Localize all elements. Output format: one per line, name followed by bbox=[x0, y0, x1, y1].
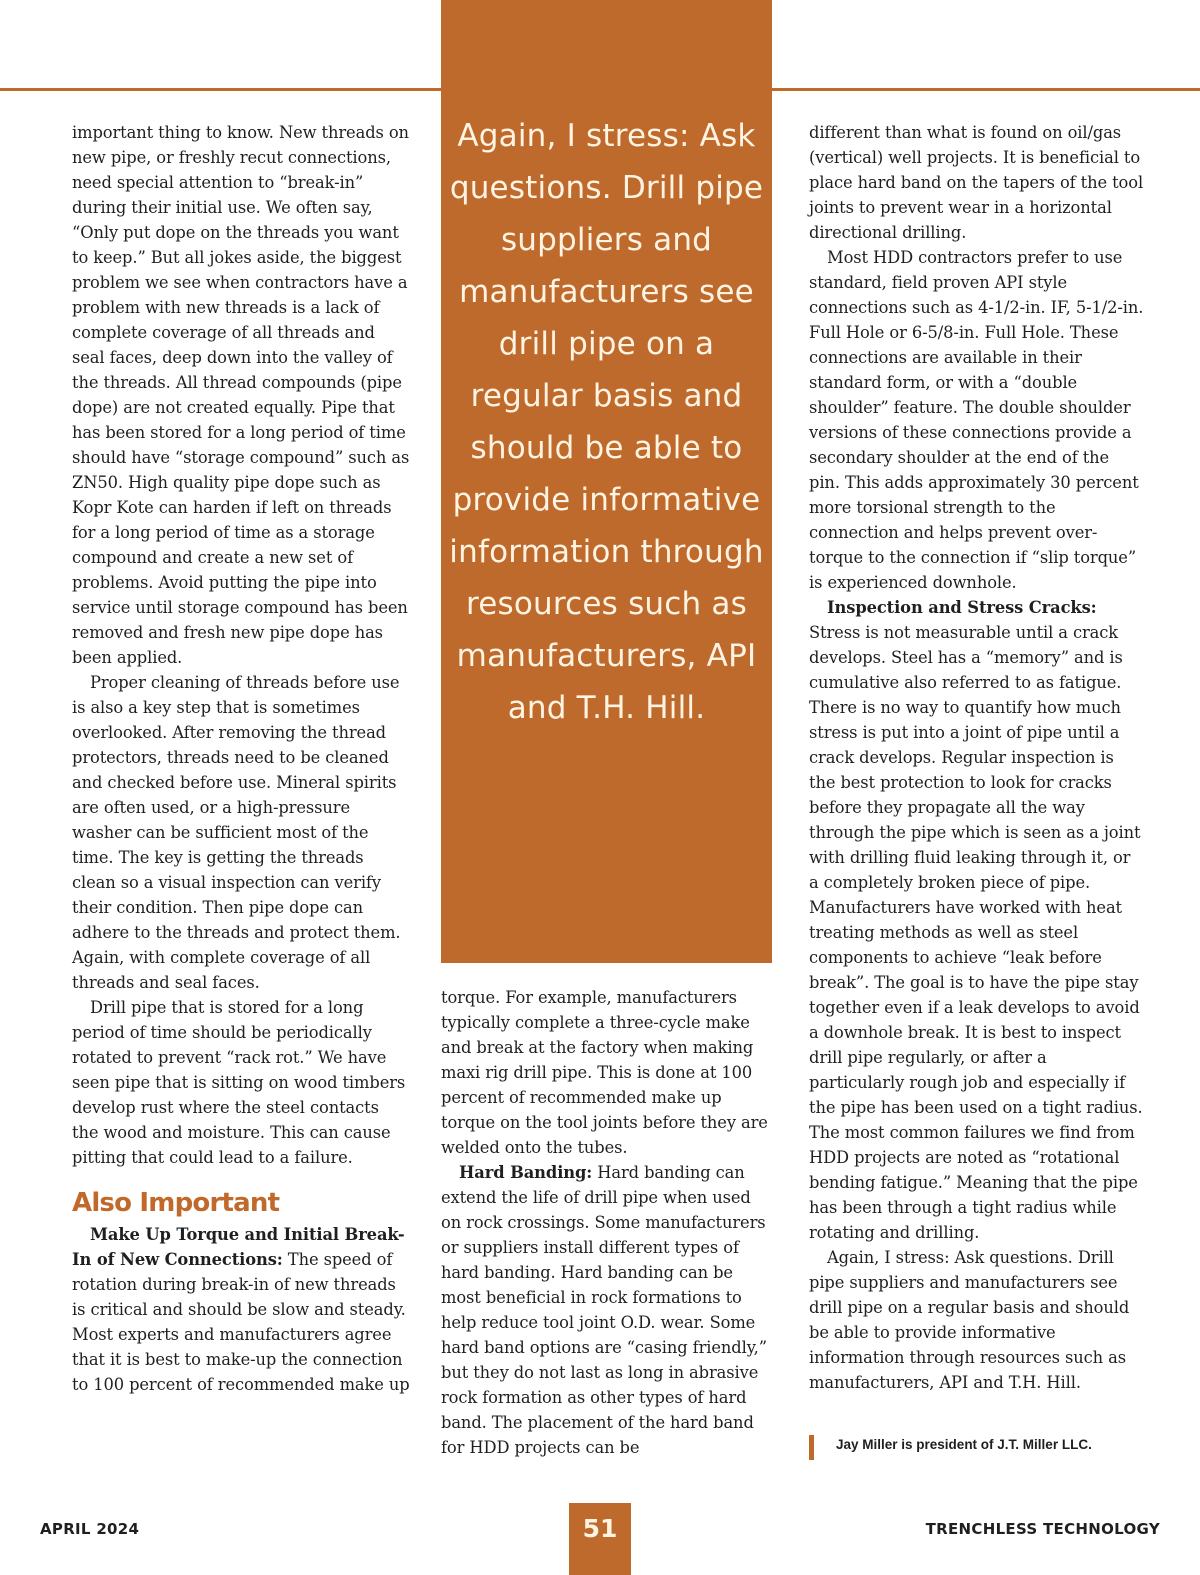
paragraph-lead-in: Make Up Torque and Initial Break-In of New Connections: bbox=[72, 1225, 405, 1269]
footer-publication: TRENCHLESS TECHNOLOGY bbox=[925, 1520, 1160, 1538]
paragraph: Most HDD contractors prefer to use standard, field proven API style connections such as 4-1/2-in. IF, 5-1/2-in. Full Hole or 6-5/8-in. Full Hole. These connections are available in their standard form, or with a “double shoulder” feature. The double shoulder versions of these connections provide a secondary shoulder at the end of the pin. This adds approximately 30 percent more torsional strength to the connection and helps prevent over-torque to the connection if “slip torque” is experienced downhole. bbox=[809, 248, 1144, 592]
footer-date: APRIL 2024 bbox=[40, 1520, 140, 1538]
paragraph-body: Hard banding can extend the life of drill pipe when used on rock crossings. Some manufacturers or suppliers install different types of hard banding. Hard banding can be most beneficial in rock formations to help reduce tool joint O.D. wear. Some hard band options are “casing friendly,” but they do not last as long in abrasive rock formation as other types of hard band. The placement of the hard band for HDD projects can be bbox=[441, 1163, 767, 1457]
paragraph-body: The speed of rotation during break-in of new threads is critical and should be slow and steady. Most experts and manufacturers agree that it is best to make-up the connection to 100 percent of recommended make up bbox=[72, 1250, 410, 1394]
paragraph-body: Stress is not measurable until a crack develops. Steel has a “memory” and is cumulative also referred to as fatigue. There is no way to quantify how much stress is put into a joint of pipe until a crack develops. Regular inspection is the best protection to look for cracks before they propagate all the way through the pipe which is seen as a joint with drilling fluid leaking through it, or a completely broken piece of pipe. Manufacturers have worked with heat treating methods as well as steel components to achieve “leak before break”. The goal is to have the pipe stay together even if a leak develops to avoid a downhole break. It is best to inspect drill pipe regularly, or after a particularly rough job and especially if the pipe has been used on a tight radius. The most common failures we find from HDD projects are noted as “rotational bending fatigue.” Meaning that the pipe has been through a tight radius while rotating and drilling. bbox=[809, 623, 1143, 1242]
paragraph: torque. For example, manufacturers typically complete a three-cycle make and break at the factory when making maxi rig drill pipe. This is done at 100 percent of recommended make up torque on the tool joints before they are welded onto the tubes. bbox=[441, 988, 768, 1157]
paragraph bbox=[809, 595, 1144, 1245]
paragraph: Again, I stress: Ask questions. Drill pipe suppliers and manufacturers see drill pipe on a regular basis and should be able to provide informative information through resources such as manufacturers, API and T.H. Hill. bbox=[809, 1248, 1130, 1392]
pull-quote-text: Again, I stress: Ask questions. Drill pipe suppliers and manufacturers see drill pipe on a regular basis and should be able to provide informative information through resources such as manufacturers, API and T.H. Hill. bbox=[449, 118, 764, 726]
article-column-1 bbox=[72, 120, 410, 1397]
paragraph-lead-in: Hard Banding: bbox=[459, 1163, 593, 1182]
top-rule-left bbox=[0, 88, 441, 91]
byline-text: Jay Miller is president of J.T. Miller LLC. bbox=[836, 1437, 1092, 1452]
article-column-3 bbox=[809, 120, 1144, 1395]
pull-quote-box bbox=[441, 0, 772, 963]
paragraph-lead-in: Inspection and Stress Cracks: bbox=[827, 598, 1097, 617]
paragraph: important thing to know. New threads on new pipe, or freshly recut connections, need special attention to “break-in” during their initial use. We often say, “Only put dope on the threads you want to keep.” But all jokes aside, the biggest problem we see when contractors have a problem with new threads is a lack of complete coverage of all threads and seal faces, deep down into the valley of the threads. All thread compounds (pipe dope) are not created equally. Pipe that has been stored for a long period of time should have “storage compound” such as ZN50. High quality pipe dope such as Kopr Kote can harden if left on threads for a long period of time as a storage compound and create a new set of problems. Avoid putting the pipe into service until storage compound has been removed and fresh new pipe dope has been applied. bbox=[72, 123, 410, 667]
paragraph bbox=[441, 1160, 775, 1460]
author-byline bbox=[809, 1433, 1169, 1461]
byline-bar bbox=[809, 1435, 814, 1460]
top-rule-right bbox=[772, 88, 1200, 91]
section-heading: Also Important bbox=[72, 1188, 280, 1218]
paragraph: different than what is found on oil/gas (vertical) well projects. It is beneficial to place hard band on the tapers of the tool joints to prevent wear in a horizontal directional drilling. bbox=[809, 123, 1144, 242]
paragraph: Proper cleaning of threads before use is also a key step that is sometimes overlooked. After removing the thread protectors, threads need to be cleaned and checked before use. Mineral spirits are often used, or a high-pressure washer can be sufficient most of the time. The key is getting the threads clean so a visual inspection can verify their condition. Then pipe dope can adhere to the threads and protect them. Again, with complete coverage of all threads and seal faces. bbox=[72, 673, 401, 992]
article-column-2 bbox=[441, 985, 775, 1460]
paragraph bbox=[72, 1222, 410, 1397]
page-number: 51 bbox=[569, 1503, 631, 1575]
paragraph: Drill pipe that is stored for a long period of time should be periodically rotated to prevent “rack rot.” We have seen pipe that is sitting on wood timbers develop rust where the steel contacts the wood and moisture. This can cause pitting that could lead to a failure. bbox=[72, 998, 406, 1167]
